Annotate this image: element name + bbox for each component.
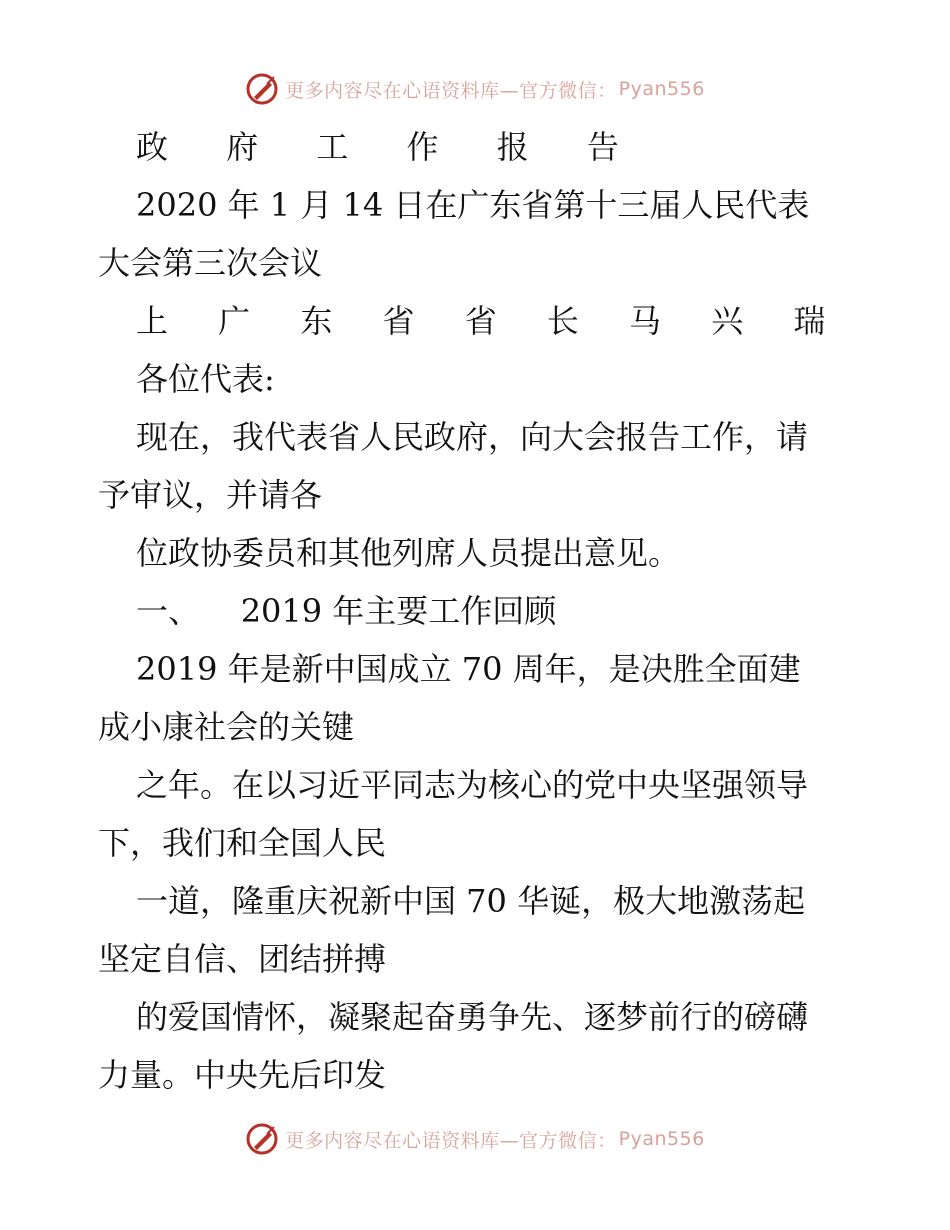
watermark-footer	[0, 1122, 950, 1156]
document-line: 位政协委员和其他列席人员提出意见。	[136, 534, 681, 572]
watermark-text: 更多内容尽在心语资料库—官方微信：	[285, 79, 617, 102]
document-line: 之年。在以习近平同志为核心的党中央坚强领导	[136, 766, 809, 804]
quill-seal-icon	[245, 72, 279, 106]
section-heading: 一、 2019 年主要工作回顾	[136, 592, 557, 630]
document-title: 政 府 工 作 报 告	[136, 128, 643, 166]
document-line: 的爱国情怀，凝聚起奋勇争先、逐梦前行的磅礴	[136, 998, 809, 1036]
watermark-text: 更多内容尽在心语资料库—官方微信：	[285, 1129, 617, 1152]
watermark-contact: Pyan556	[618, 78, 705, 100]
document-line: 力量。中央先后印发	[98, 1056, 387, 1094]
document-line: 2019 年是新中国成立 70 周年，是决胜全面建	[136, 650, 801, 688]
document-line: 大会第三次会议	[98, 244, 323, 282]
document-line: 现在，我代表省人民政府，向大会报告工作，请	[136, 418, 809, 456]
quill-seal-icon	[245, 1122, 279, 1156]
watermark-contact: Pyan556	[618, 1128, 705, 1150]
document-line: 成小康社会的关键	[98, 708, 355, 746]
document-author: 上 广 东 省 省 长 马 兴 瑞	[136, 302, 846, 340]
document-line: 2020 年 1 月 14 日在广东省第十三届人民代表	[136, 186, 810, 224]
document-salutation: 各位代表:	[136, 360, 275, 398]
document-line: 坚定自信、团结拼搏	[98, 940, 387, 978]
watermark-header	[0, 72, 950, 106]
document-line: 下，我们和全国人民	[98, 824, 387, 862]
document-line: 一道，隆重庆祝新中国 70 华诞，极大地激荡起	[136, 882, 806, 920]
document-line: 予审议，并请各	[98, 476, 323, 514]
